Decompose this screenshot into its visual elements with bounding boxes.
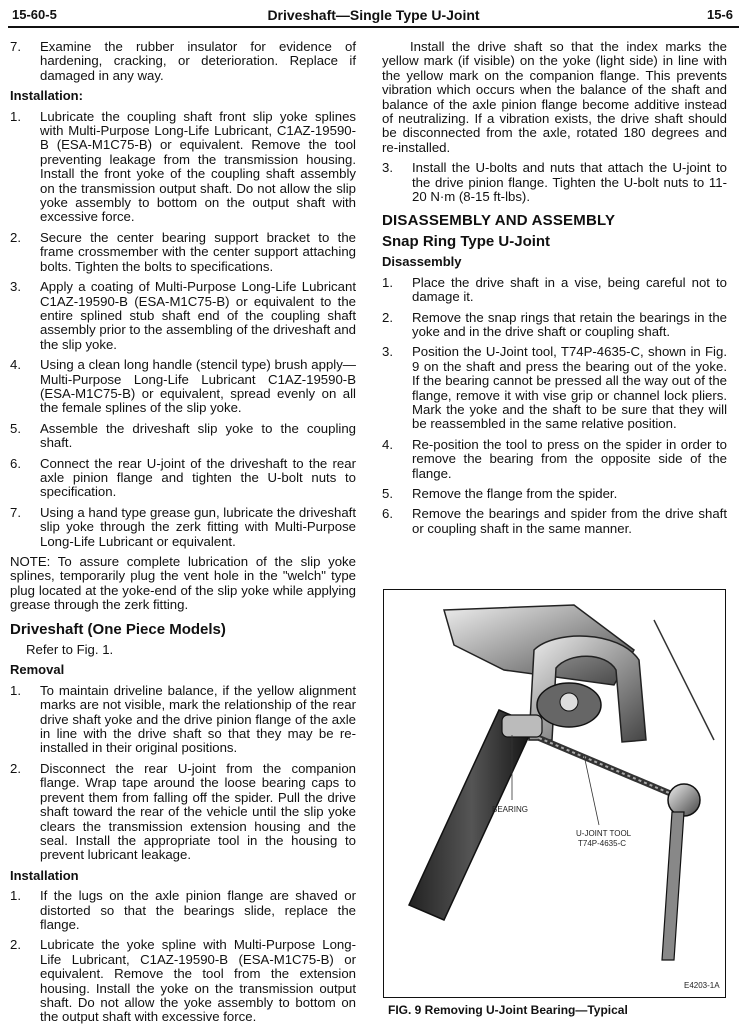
list-item: 6. Remove the bearings and spider from the drive shaft or coupling shaft in the same manner. <box>382 506 727 536</box>
disassembly-assembly-heading: DISASSEMBLY AND ASSEMBLY <box>382 212 616 230</box>
page-number-right: 15-6 <box>706 7 733 22</box>
list-item: 7. Examine the rubber insulator for evidence of hardening, cracking, or deterioration. Replace if damaged in any way. <box>10 39 356 83</box>
list-item: 4. Using a clean long handle (stencil type) brush apply—Multi-Purpose Long-Life Lubricant C1AZ-19590-B (ESA-M1C75-B) or equivalent, spread evenly on all the female splines of the slip yoke. <box>10 357 356 416</box>
right-column <box>382 40 727 542</box>
left-column <box>10 40 356 1031</box>
tool-label-line1: U-JOINT TOOL <box>576 829 632 838</box>
list-item: 4. Re-position the tool to press on the spider in order to remove the bearing from the opposite side of the flange. <box>382 436 727 481</box>
list-item: 5. Remove the flange from the spider. <box>382 485 618 501</box>
list-item: 1. If the lugs on the axle pinion flange are shaved or distorted so that the bearings slide, replace the flange. <box>10 888 356 932</box>
list-item: 1. To maintain driveline balance, if the yellow alignment marks are not visible, mark the relationship of the rear drive shaft yoke and the drive pinion flange of the axle in line with the drive shaft so that they may be re-installed in their original positions. <box>10 682 356 756</box>
list-item: 2. Remove the snap rings that retain the bearings in the yoke and in the drive shaft or coupling shaft. <box>382 309 727 339</box>
u-joint-tool-drawing <box>384 590 725 997</box>
refer-text: Refer to Fig. 1. <box>26 642 114 658</box>
list-item: 6. Connect the rear U-joint of the driveshaft to the rear axle pinion flange and tighten the U-bolt nuts to specification. <box>10 455 356 500</box>
tool-label-line2: T74P-4635-C <box>578 839 627 848</box>
list-item: 5. Assemble the driveshaft slip yoke to the coupling shaft. <box>10 420 356 451</box>
list-item: 2. Lubricate the yoke spline with Multi-Purpose Long-Life Lubricant, C1AZ-19590-B (ESA-M1C75-B) or equivalent. Remove the tool from the extension housing. Install the yoke on the transmission output shaft. Do not allow the yoke assembly to bottom on the output shaft with excessive force. <box>10 937 356 1025</box>
figure-code: E4203-1A <box>684 981 720 990</box>
installation-heading: Installation: <box>10 88 83 104</box>
figure-caption: FIG. 9 Removing U-Joint Bearing—Typical <box>388 1003 628 1017</box>
continued-paragraph: Install the drive shaft so that the index marks the yellow mark (if visible) on the yoke (light side) in line with the yellow mark on the companion flange. This prevents vibration which occurs when the balance of the shaft and balance of the axle pinion flange become additive instead of neutralizing. If a vibration exists, the drive shaft should be disconnected from the axle, rotated 180 degrees and re-installed. <box>382 39 727 155</box>
list-item: 1. Place the drive shaft in a vise, being careful not to damage it. <box>382 274 727 305</box>
page-title: Driveshaft—Single Type U-Joint <box>267 7 480 23</box>
list-item: 2. Secure the center bearing support bracket to the frame crossmember with the center support attaching bolts. Tighten the bolts to specifications. <box>10 229 356 274</box>
list-item: 7. Using a hand type grease gun, lubricate the driveshaft slip yoke through the zerk fitting with Multi-Purpose Long-Life Lubricant or equivalent. <box>10 504 356 549</box>
note: NOTE: To assure complete lubrication of the slip yoke splines, temporarily plug the vent hole in the "welch" type plug located at the yoke-end of the slip yoke while applying grease through the zerk fitting. <box>10 554 356 613</box>
snap-ring-heading: Snap Ring Type U-Joint <box>382 232 551 250</box>
bearing-label: BEARING <box>492 805 529 814</box>
section-heading: Driveshaft (One Piece Models) <box>10 620 226 638</box>
list-item: 1. Lubricate the coupling shaft front slip yoke splines with Multi-Purpose Long-Life Lubricant, C1AZ-19590-B (ESA-M1C75-B) or equivalent. Remove the tool preventing leakage from the transmission housing. Install the front yoke of the coupling shaft assembly on the transmission output shaft. Do not allow the slip yoke assembly to bottom on the output shaft with excessive force. <box>10 108 356 225</box>
installation-heading: Installation <box>10 867 79 883</box>
figure-9-illustration <box>383 589 726 998</box>
removal-heading: Removal <box>10 662 65 678</box>
list-item: 3. Install the U-bolts and nuts that attach the U-joint to the drive pinion flange. Tighten the U-bolt nuts to 11-20 N·m (8-15 ft-lbs). <box>382 160 727 205</box>
list-item: 3. Apply a coating of Multi-Purpose Long-Life Lubricant C1AZ-19590-B (ESA-M1C75-B) or equivalent to the entire splined stub shaft end of the coupling shaft assembly prior to the assembling of the driveshaft and the slip yoke. <box>10 279 356 352</box>
list-item: 2. Disconnect the rear U-joint from the companion flange. Wrap tape around the loose bearing caps to prevent them from falling off the spider. Pull the drive shaft toward the rear of the vehicle until the slip yoke clears the transmission extension housing and the seal. Install the appropriate tool in the housing to prevent lubricant leakage. <box>10 760 356 863</box>
list-item: 3. Position the U-Joint tool, T74P-4635-C, shown in Fig. 9 on the shaft and press the bearing out of the yoke. If the bearing cannot be pressed all the way out of the flange, remove it with vise grip or channel lock pliers. Mark the yoke and the shaft to be sure that they will be reassembled in the same relative position. <box>382 344 727 432</box>
page-header <box>8 4 739 28</box>
page-number-left: 15-60-5 <box>12 7 57 22</box>
disassembly-heading: Disassembly <box>382 254 462 270</box>
